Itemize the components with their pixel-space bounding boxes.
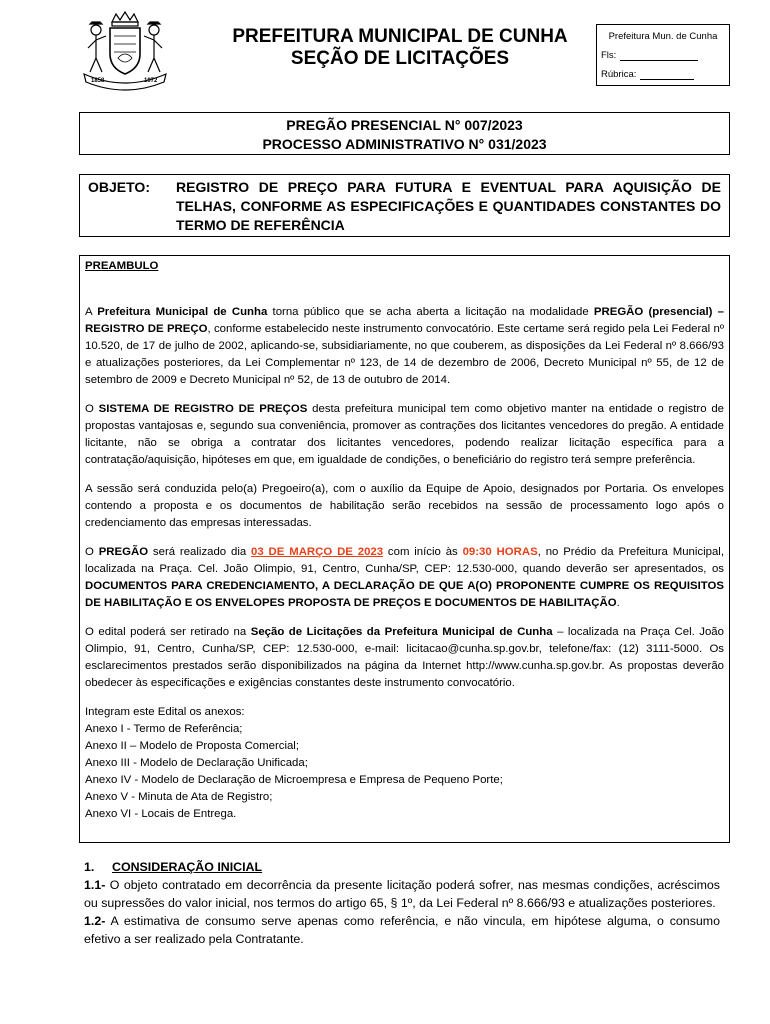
- stamp-rubrica-row: [601, 65, 725, 84]
- preambulo-paragraph-3: A sessão será conduzida pelo(a) Pregoeiro(a), com o auxílio da Equipe de Apoio, designados por Portaria. Os envelopes contendo a proposta e os documentos de habilitação serão recebidos na sessão de processamento logo após o credenciamento das empresas interessadas.: [85, 483, 724, 529]
- session-time: 09:30 HORAS: [462, 546, 538, 558]
- annex-intro: Integram este Edital os anexos:: [85, 706, 245, 718]
- annex-item: Anexo V - Minuta de Ata de Registro;: [85, 791, 273, 803]
- stamp-rubrica-label: Rúbrica:: [601, 68, 637, 80]
- pregao-box: [79, 112, 730, 155]
- municipal-seal-logo: [78, 10, 172, 92]
- session-date: 03 DE MARÇO DE 2023: [251, 546, 384, 558]
- section-1-item-2: 1.2- A estimativa de consumo serve apenas como referência, e não vincula, em hipótese alguma, o consumo efetivo a ser realizado pela Contratante.: [84, 914, 720, 946]
- processo-number: PROCESSO ADMINISTRATIVO N° 031/2023: [262, 136, 547, 152]
- section-1-item-1: 1.1- O objeto contratado em decorrência da presente licitação poderá sofrer, nas mesmas condições, acréscimos ou supressões do valor inicial, nos termos do artigo 65, § 1º, da Lei Federal nº 8.666/93 e atualizações posteriores.: [84, 878, 720, 910]
- preambulo-paragraph-5: O edital poderá ser retirado na Seção de Licitações da Prefeitura Municipal de Cunha – localizada na Praça Cel. João Olimpio, 91, Centro, Cunha/SP, CEP: 12.530-000, e-mail: licitacao@cunha.sp.gov.br, telefone/fax: (12) 3111-5000. Os esclarecimentos prestados serão disponibilizados na página da Internet http://www.cunha.sp.gov.br. As propostas deverão obedecer às especificações e exigências constantes deste instrumento convocatório.: [85, 626, 724, 689]
- preambulo-paragraph-4: O PREGÃO será realizado dia 03 DE MARÇO DE 2023 com início às 09:30 HORAS, no Prédio da Prefeitura Municipal, localizada na Praça. Cel. João Olimpio, 91, Centro, Cunha/SP, CEP: 12.530-000, quando deverão ser apresentados, os DOCUMENTOS PARA CREDENCIAMENTO, A DECLARAÇÃO DE QUE A(O) PROPONENTE CUMPRE OS REQUISITOS DE HABILITAÇÃO E OS ENVELOPES PROPOSTA DE PREÇOS E DOCUMENTOS DE HABILITAÇÃO.: [85, 546, 724, 609]
- section-1: [84, 858, 720, 948]
- section-1-heading: 1. CONSIDERAÇÃO INICIAL: [84, 860, 263, 874]
- annex-item: Anexo III - Modelo de Declaração Unificada;: [85, 757, 308, 769]
- page-stamp-box: [596, 24, 730, 86]
- stamp-fls-line: [620, 51, 698, 61]
- annex-item: Anexo IV - Modelo de Declaração de Microempresa e Empresa de Pequeno Porte;: [85, 774, 503, 786]
- stamp-rubrica-line: [640, 70, 694, 80]
- annex-item: Anexo VI - Locais de Entrega.: [85, 808, 237, 820]
- header-line-2: SEÇÃO DE LICITAÇÕES: [290, 48, 510, 69]
- objeto-text: REGISTRO DE PREÇO PARA FUTURA E EVENTUAL PARA AQUISIÇÃO DE TELHAS, CONFORME AS ESPECIFICAÇÕES E QUANTIDADES CONSTANTES DO TERMO DE REFERÊNCIA: [176, 179, 721, 233]
- pregao-number: PREGÃO PRESENCIAL N° 007/2023: [286, 117, 523, 133]
- preambulo-paragraph-2: O SISTEMA DE REGISTRO DE PREÇOS desta prefeitura municipal tem como objetivo manter na entidade o registro de propostas vantajosas e, segundo sua conveniência, promover as contrações dos licitantes vencedores do pregão. A entidade licitante, não se obriga a contratar dos licitantes vencedores, podendo realizar licitação específica para a contratação/aquisição, hipóteses em que, em igualdade de condições, o beneficiário do registro terá sempre preferência.: [85, 403, 725, 466]
- seal-year-right: 1972: [144, 78, 158, 84]
- preambulo-heading: PREAMBULO: [85, 260, 159, 272]
- preambulo-paragraph-1: A Prefeitura Municipal de Cunha torna público que se acha aberta a licitação na modalidade PREGÃO (presencial) – REGISTRO DE PREÇO, conforme estabelecido neste instrumento convocatório. Este certame será regido pela Lei Federal nº 10.520, de 17 de julho de 2002, aplicando-se, subsidiariamente, no que couberem, as disposições da Lei Federal nº 8.666/93 e atualizações posteriores, da Lei Complementar nº 123, de 14 de dezembro de 2006, Decreto Municipal nº 55, de 12 de setembro de 2009 e Decreto Municipal nº 52, de 13 de outubro de 2014.: [85, 306, 724, 386]
- stamp-title: Prefeitura Mun. de Cunha: [608, 30, 718, 42]
- stamp-fls-label: Fls:: [601, 49, 617, 61]
- annex-item: Anexo II – Modelo de Proposta Comercial;: [85, 740, 300, 752]
- annex-item: Anexo I - Termo de Referência;: [85, 723, 243, 735]
- preambulo-box: [79, 255, 730, 843]
- header-line-1: PREFEITURA MUNICIPAL DE CUNHA: [232, 26, 568, 47]
- stamp-fls-row: [601, 46, 725, 65]
- seal-year-left: 1858: [91, 78, 105, 84]
- header-title-block: [190, 26, 610, 70]
- objeto-box: [79, 174, 730, 237]
- objeto-label: OBJETO:: [88, 179, 150, 195]
